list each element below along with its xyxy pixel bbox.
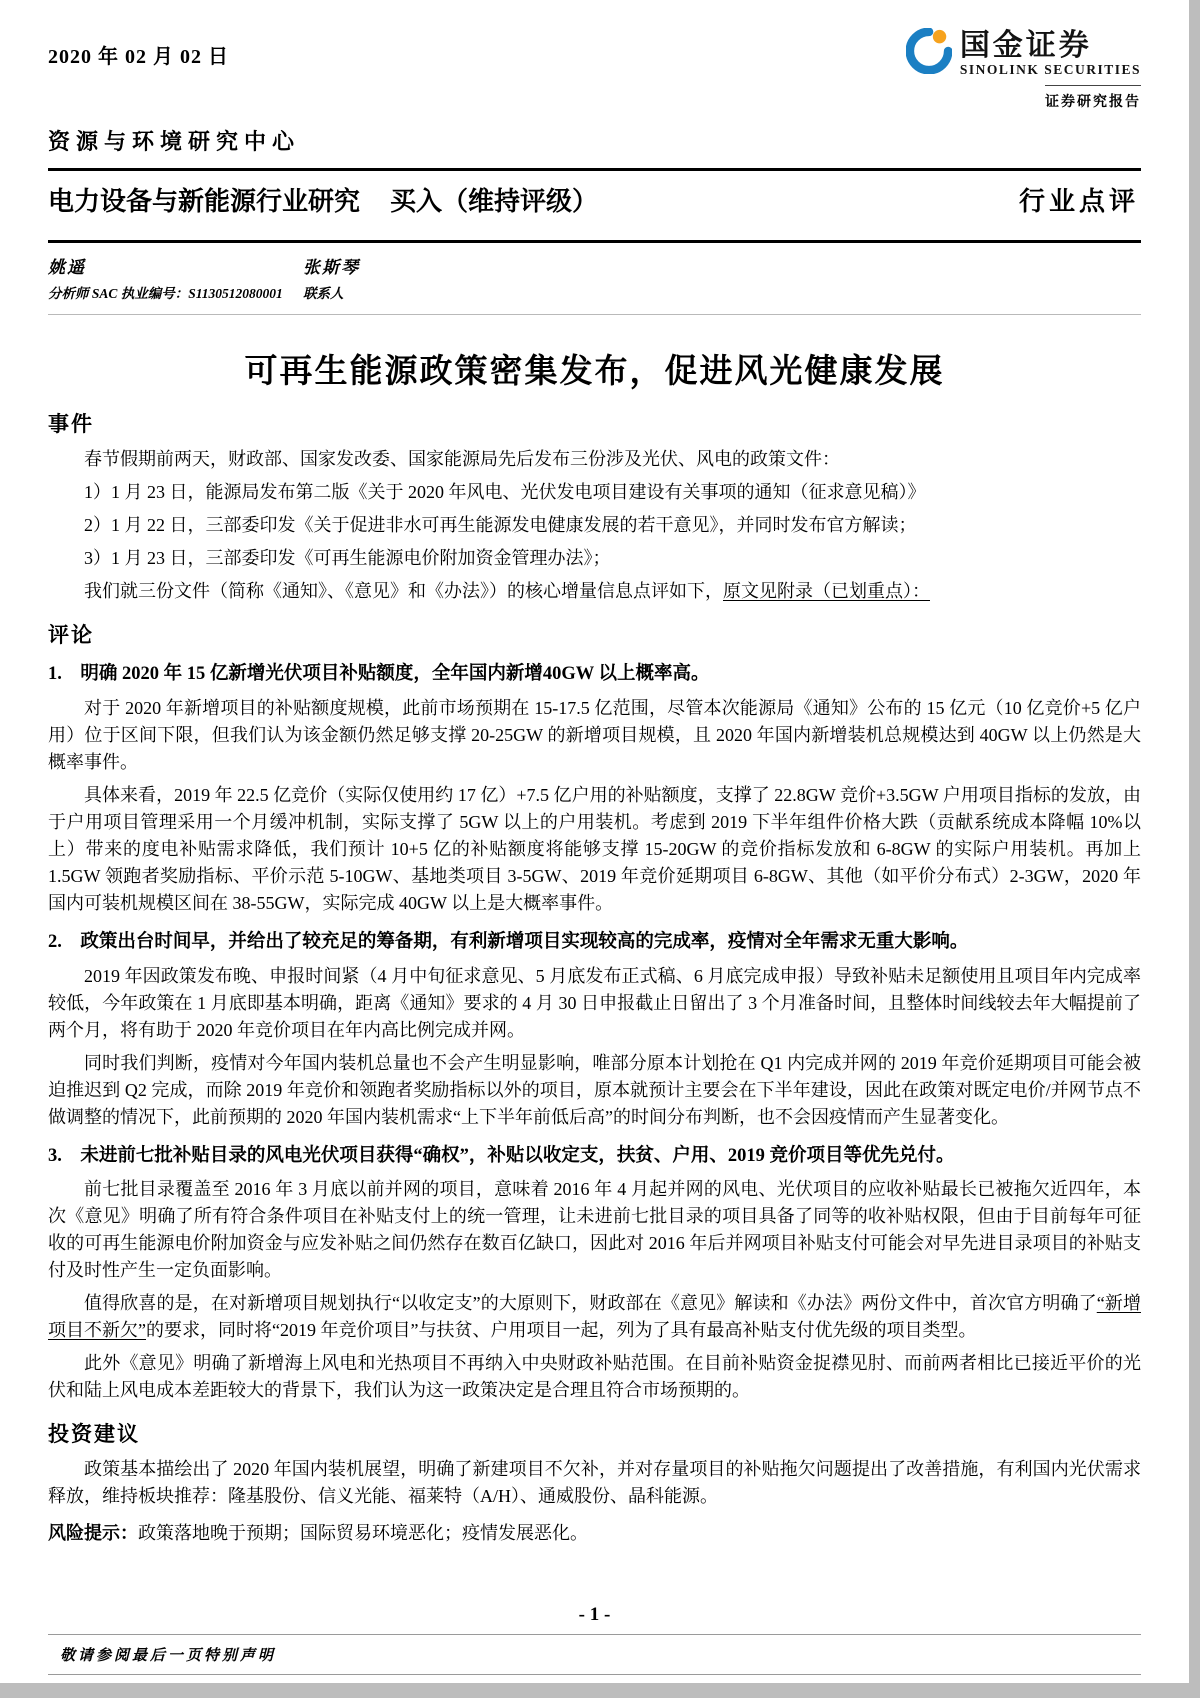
comment-3-paragraph-2-post: 的要求，同时将“2019 年竞价项目”与扶贫、户用项目一起，列为了具有最高补贴支付优先级的项目类型。: [146, 1320, 977, 1341]
section-heading-comments: 评论: [48, 623, 94, 647]
page-footer: [48, 1604, 1141, 1675]
event-item-2: 2）1 月 22 日，三部委印发《关于促进非水可再生能源发电健康发展的若干意见》，并同时发布官方解读；: [84, 515, 917, 535]
analyst-block: [48, 243, 1141, 315]
event-closing-text: 我们就三份文件（简称《通知》、《意见》和《办法》）的核心增量信息点评如下，: [84, 581, 723, 601]
page-number: - 1 -: [578, 1604, 611, 1625]
industry-title-row: [48, 171, 1141, 228]
comment-3-paragraph-3: 此外《意见》明确了新增海上风电和光热项目不再纳入中央财政补贴范围。在目前补贴资金捉襟见肘、而前两者相比已接近平价的光伏和陆上风电成本差距较大的背景下，我们认为这一政策决定是合理且符合市场预期的。: [48, 1353, 1141, 1401]
brand-globe-icon: [906, 28, 952, 79]
section-heading-event: 事件: [48, 412, 94, 436]
report-type-label: 行业点评: [1018, 187, 1139, 216]
comment-1-paragraph-2: 具体来看，2019 年 22.5 亿竞价（实际仅使用约 17 亿）+7.5 亿户用的补贴额度，支撑了 22.8GW 竞价+3.5GW 户用项目指标的发放，由于户用项目管理采用一个月缓冲机制，实际支撑了 5GW 以上的户用装机。考虑到 2019 下半年组件价格大跌（贡献系统成本降幅 10%以上）带来的度电补贴需求降低，我们预计 10+5 亿的补贴额度将能够支撑 15-20GW 的竞价指标发放和 6-8GW 的实际户用装机。再加上 1.5GW 领跑者奖励指标、平价示范 5-10GW、基地类项目 3-5GW、2019 年竞价延期项目 6-8GW、其他（如平价分布式）2-3GW，2020 年国内可装机规模区间在 38-55GW，实际完成 40GW 以上是大概率事件。: [48, 784, 1141, 913]
analyst-credential: 分析师 SAC 执业编号：S1130512080001: [48, 286, 283, 301]
analyst-1: [48, 253, 303, 302]
event-item-3: 3）1 月 23 日，三部委印发《可再生能源电价附加资金管理办法》；: [84, 548, 611, 568]
risk-label: 风险提示：: [48, 1523, 138, 1544]
rating-label: 买入（维持评级）: [390, 187, 599, 216]
comment-3-paragraph-1: 前七批目录覆盖至 2016 年 3 月底以前并网的项目，意味着 2016 年 4 月起并网的风电、光伏项目的应收补贴最长已被拖欠近四年，本次《意见》明确了所有符合条件项目在补贴支付上的统一管理，让未进前七批目录的项目具备了同等的收补贴权限，但由于目前每年可征收的可再生能源电价附加资金与应发补贴之间仍然存在数百亿缺口，因此对 2016 年后并网项目补贴支付可能会对早先进目录项目的补贴支付及时性产生一定负面影响。: [48, 1179, 1141, 1281]
event-closing-underlined-text: 原文见附录（已划重点）：: [723, 581, 930, 601]
risk-line: [48, 1520, 1141, 1547]
brand-name-en: SINOLINK SECURITIES: [959, 62, 1141, 77]
report-body: [48, 408, 1141, 1547]
analyst-name: 姚遥: [48, 258, 86, 277]
report-series-label: 证券研究报告: [1045, 85, 1141, 111]
research-center-name: 资源与环境研究中心: [48, 129, 301, 154]
industry-title: 电力设备与新能源行业研究: [48, 187, 361, 216]
page-header: [48, 28, 1141, 111]
risk-text: 政策落地晚于预期；国际贸易环境恶化；疫情发展恶化。: [138, 1523, 588, 1544]
doc-title: 可再生能源政策密集发布，促进风光健康发展: [244, 354, 945, 390]
comment-3-underlined-text: “新增项目不新欠”: [48, 1293, 1141, 1341]
invest-paragraph: 政策基本描绘出了 2020 年国内装机展望，明确了新建项目不欠补，并对存量项目的补贴拖欠问题提出了改善措施，有利国内光伏需求释放，维持板块推荐：隆基股份、信义光能、福莱特（A/H）、通威股份、晶科能源。: [48, 1459, 1141, 1507]
analyst-credential: 联系人: [303, 286, 344, 301]
comment-2-paragraph-2: 同时我们判断，疫情对今年国内装机总量也不会产生明显影响，唯部分原本计划抢在 Q1 内完成并网的 2019 年竞价延期项目可能会被迫推迟到 Q2 完成，而除 2019 年竞价和领跑者奖励指标以外的项目，原本就预计主要会在下半年建设，因此在政策对既定电价/并网节点不做调整的情况下，此前预期的 2020 年国内装机需求“上下半年前低后高”的时间分布判断，也不会因疫情而产生显著变化。: [48, 1052, 1141, 1127]
footer-divider-bottom: [48, 1674, 1141, 1675]
brand-logo-row: [906, 28, 1141, 79]
event-closing-paragraph: [48, 578, 1141, 605]
section-heading-invest: 投资建议: [48, 1422, 140, 1447]
comment-1-heading: 1. 明确 2020 年 15 亿新增光伏项目补贴额度，全年国内新增40GW 以上概率高。: [48, 664, 710, 684]
comment-3-paragraph-2: [48, 1290, 1141, 1344]
event-paragraph: 春节假期前两天，财政部、国家发改委、国家能源局先后发布三份涉及光伏、风电的政策文件：: [84, 449, 840, 469]
comment-3-heading: 3. 未进前七批补贴目录的风电光伏项目获得“确权”，补贴以收定支，扶贫、户用、2019 竞价项目等优先兑付。: [48, 1145, 955, 1166]
footer-note: 敬请参阅最后一页特别声明: [60, 1648, 277, 1664]
brand-block: [906, 28, 1141, 111]
analyst-2: [303, 253, 558, 302]
comment-3-paragraph-2-pre: 值得欣喜的是，在对新增项目规划执行“以收定支”的大原则下，财政部在《意见》解读和《办法》两份文件中，首次官方明确了: [84, 1293, 1097, 1314]
comment-2-paragraph-1: 2019 年因政策发布晚、申报时间紧（4 月中旬征求意见、5 月底发布正式稿、6 月底完成申报）导致补贴未足额使用且项目年内完成率较低，今年政策在 1 月底即基本明确，距离《通知》要求的 4 月 30 日申报截止日留出了 3 个月准备时间，且整体时间线较去年大幅提前了两个月，将有助于 2020 年竞价项目在年内高比例完成并网。: [48, 965, 1141, 1040]
analyst-name: 张斯琴: [303, 258, 360, 277]
comment-1-paragraph-1: 对于 2020 年新增项目的补贴额度规模，此前市场预期在 15-17.5 亿范围，尽管本次能源局《通知》公布的 15 亿元（10 亿竞价+5 亿户用）位于区间下限，但我们认为该金额仍然足够支撑 20-25GW 的新增项目规模，且 2020 年国内新增装机总规模达到 40GW 以上仍然是大概率事件。: [48, 697, 1141, 772]
comment-2-heading: 2. 政策出台时间早，并给出了较充足的筹备期，有利新增项目实现较高的完成率，疫情对全年需求无重大影响。: [48, 931, 969, 952]
event-item-1: 1）1 月 23 日，能源局发布第二版《关于 2020 年风电、光伏发电项目建设有关事项的通知（征求意见稿）》: [84, 482, 926, 502]
brand-name: 国金证券: [959, 29, 1092, 62]
report-date: 2020 年 02 月 02 日: [48, 46, 229, 68]
